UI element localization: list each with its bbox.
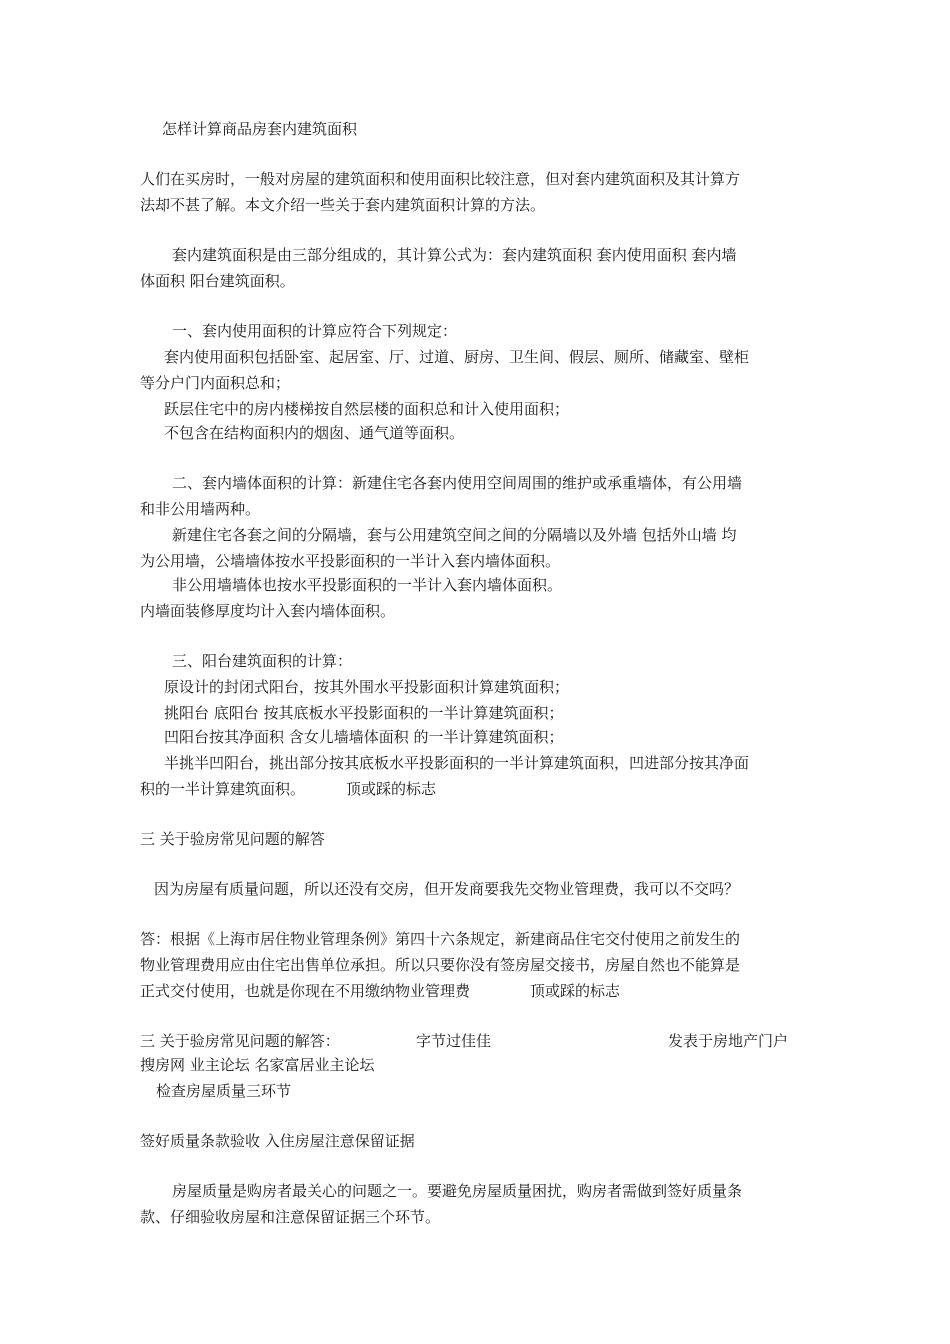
post-heading: 三 关于验房常见问题的解答： — [140, 1032, 340, 1050]
section2-line-5: 内墙面装修厚度均计入套内墙体面积。 — [140, 602, 396, 620]
faq-answer-line-2: 物业管理费用应由住宅出售单位承担。所以只要你没有签房屋交接书，房屋自然也不能算是 — [140, 956, 741, 974]
section3-line-3: 凹阳台按其净面积 含女儿墙墙体面积 的一半计算建筑面积； — [164, 728, 564, 746]
intro-line-1: 人们在买房时，一般对房屋的建筑面积和使用面积比较注意，但对套内建筑面积及其计算方 — [140, 170, 741, 188]
faq-answer-marker: 顶或踩的标志 — [530, 982, 621, 1000]
post-posted: 发表于房地产门户 — [668, 1032, 789, 1050]
section3-marker: 顶或踩的标志 — [346, 780, 437, 798]
post-topic: 签好质量条款验收 入住房屋注意保留证据 — [140, 1132, 415, 1150]
document-title: 怎样计算商品房套内建筑面积 — [162, 120, 358, 138]
intro-line-2: 法却不甚了解。本文介绍一些关于套内建筑面积计算的方法。 — [140, 196, 546, 214]
section2-line-1: 和非公用墙两种。 — [140, 500, 261, 518]
post-forums: 搜房网 业主论坛 名家富居业主论坛 — [140, 1056, 375, 1074]
formula-line-2: 体面积 阳台建筑面积。 — [140, 272, 295, 290]
section3-line-2: 挑阳台 底阳台 按其底板水平投影面积的一半计算建筑面积； — [164, 704, 564, 722]
section3-line-4: 半挑半凹阳台，挑出部分按其底板水平投影面积的一半计算建筑面积，凹进部分按其净面 — [164, 754, 750, 772]
section1-line-3: 跃层住宅中的房内楼梯按自然层楼的面积总和计入使用面积； — [164, 400, 570, 418]
section3-line-5: 积的一半计算建筑面积。 — [140, 780, 306, 798]
section1-heading: 一、套内使用面积的计算应符合下列规定： — [172, 322, 458, 340]
faq-answer-line-1: 答：根据《上海市居住物业管理条例》第四十六条规定，新建商品住宅交付使用之前发生的 — [140, 930, 741, 948]
section1-line-2: 等分户门内面积总和； — [140, 374, 291, 392]
section1-line-1: 套内使用面积包括卧室、起居室、厅、过道、厨房、卫生间、假层、厕所、储藏室、壁柜 — [164, 348, 750, 366]
section2-line-2: 新建住宅各套之间的分隔墙，套与公用建筑空间之间的分隔墙以及外墙 包括外山墙 均 — [172, 526, 737, 544]
formula-line-1: 套内建筑面积是由三部分组成的，其计算公式为：套内建筑面积 套内使用面积 套内墙 — [172, 246, 737, 264]
section2-line-4: 非公用墙墙体也按水平投影面积的一半计入套内墙体面积。 — [172, 576, 563, 594]
post-byline: 字节过佳佳 — [416, 1032, 492, 1050]
faq-heading: 三 关于验房常见问题的解答 — [140, 830, 325, 848]
section1-line-4: 不包含在结构面积内的烟囱、通气道等面积。 — [164, 424, 465, 442]
post-body-line-1: 房屋质量是购房者最关心的问题之一。要避免房屋质量困扰，购房者需做到签好质量条 — [172, 1182, 743, 1200]
section3-heading: 三、阳台建筑面积的计算： — [172, 652, 353, 670]
faq-question: 因为房屋有质量问题，所以还没有交房，但开发商要我先交物业管理费，我可以不交吗？ — [154, 880, 740, 898]
section3-line-1: 原设计的封闭式阳台，按其外围水平投影面积计算建筑面积； — [164, 678, 570, 696]
section2-line-3: 为公用墙，公墙墙体按水平投影面积的一半计入套内墙体面积。 — [140, 552, 561, 570]
post-body-line-2: 款、仔细验收房屋和注意保留证据三个环节。 — [140, 1208, 441, 1226]
post-subtitle: 检查房屋质量三环节 — [156, 1082, 292, 1100]
section2-heading: 二、套内墙体面积的计算：新建住宅各套内使用空间周围的维护或承重墙体，有公用墙 — [172, 474, 743, 492]
faq-answer-line-3: 正式交付使用，也就是你现在不用缴纳物业管理费 — [140, 982, 471, 1000]
